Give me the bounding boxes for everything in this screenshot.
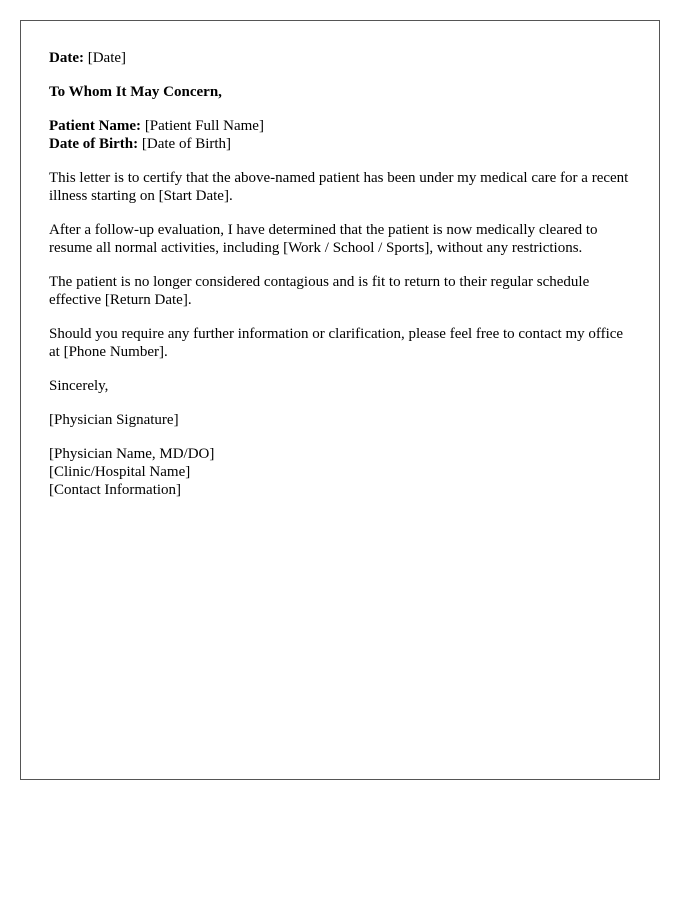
letter-page <box>20 20 660 780</box>
dob-label: Date of Birth: <box>49 136 139 152</box>
clinic-name: [Clinic/Hospital Name] <box>49 464 191 480</box>
body-paragraph-1: This letter is to certify that the above-named patient has been under my medical care for a recent illness starting on [Start Date]. <box>49 170 629 204</box>
contact-info: [Contact Information] <box>49 482 182 498</box>
physician-name: [Physician Name, MD/DO] <box>49 446 215 462</box>
closing: Sincerely, <box>49 378 109 394</box>
physician-block <box>49 445 631 499</box>
date-line <box>49 49 631 67</box>
body-paragraph-4: Should you require any further information or clarification, please feel free to contact my office at [Phone Number]. <box>49 326 624 360</box>
dob-value: [Date of Birth] <box>141 136 232 152</box>
dob-line <box>49 135 631 153</box>
date-value: [Date] <box>87 50 127 66</box>
patient-info-block <box>49 117 631 153</box>
patient-name-value: [Patient Full Name] <box>144 118 264 134</box>
signature-placeholder: [Physician Signature] <box>49 412 179 428</box>
date-label: Date: <box>49 50 84 66</box>
body-paragraph-2: After a follow-up evaluation, I have determined that the patient is now medically cleared to resume all normal activities, including [Work / School / Sports], without any restrictions. <box>49 222 598 256</box>
patient-name-label: Patient Name: <box>49 118 142 134</box>
salutation: To Whom It May Concern, <box>49 84 222 100</box>
body-paragraph-3: The patient is no longer considered contagious and is fit to return to their regular schedule effective [Return Date]. <box>49 274 590 308</box>
patient-name-line <box>49 117 631 135</box>
